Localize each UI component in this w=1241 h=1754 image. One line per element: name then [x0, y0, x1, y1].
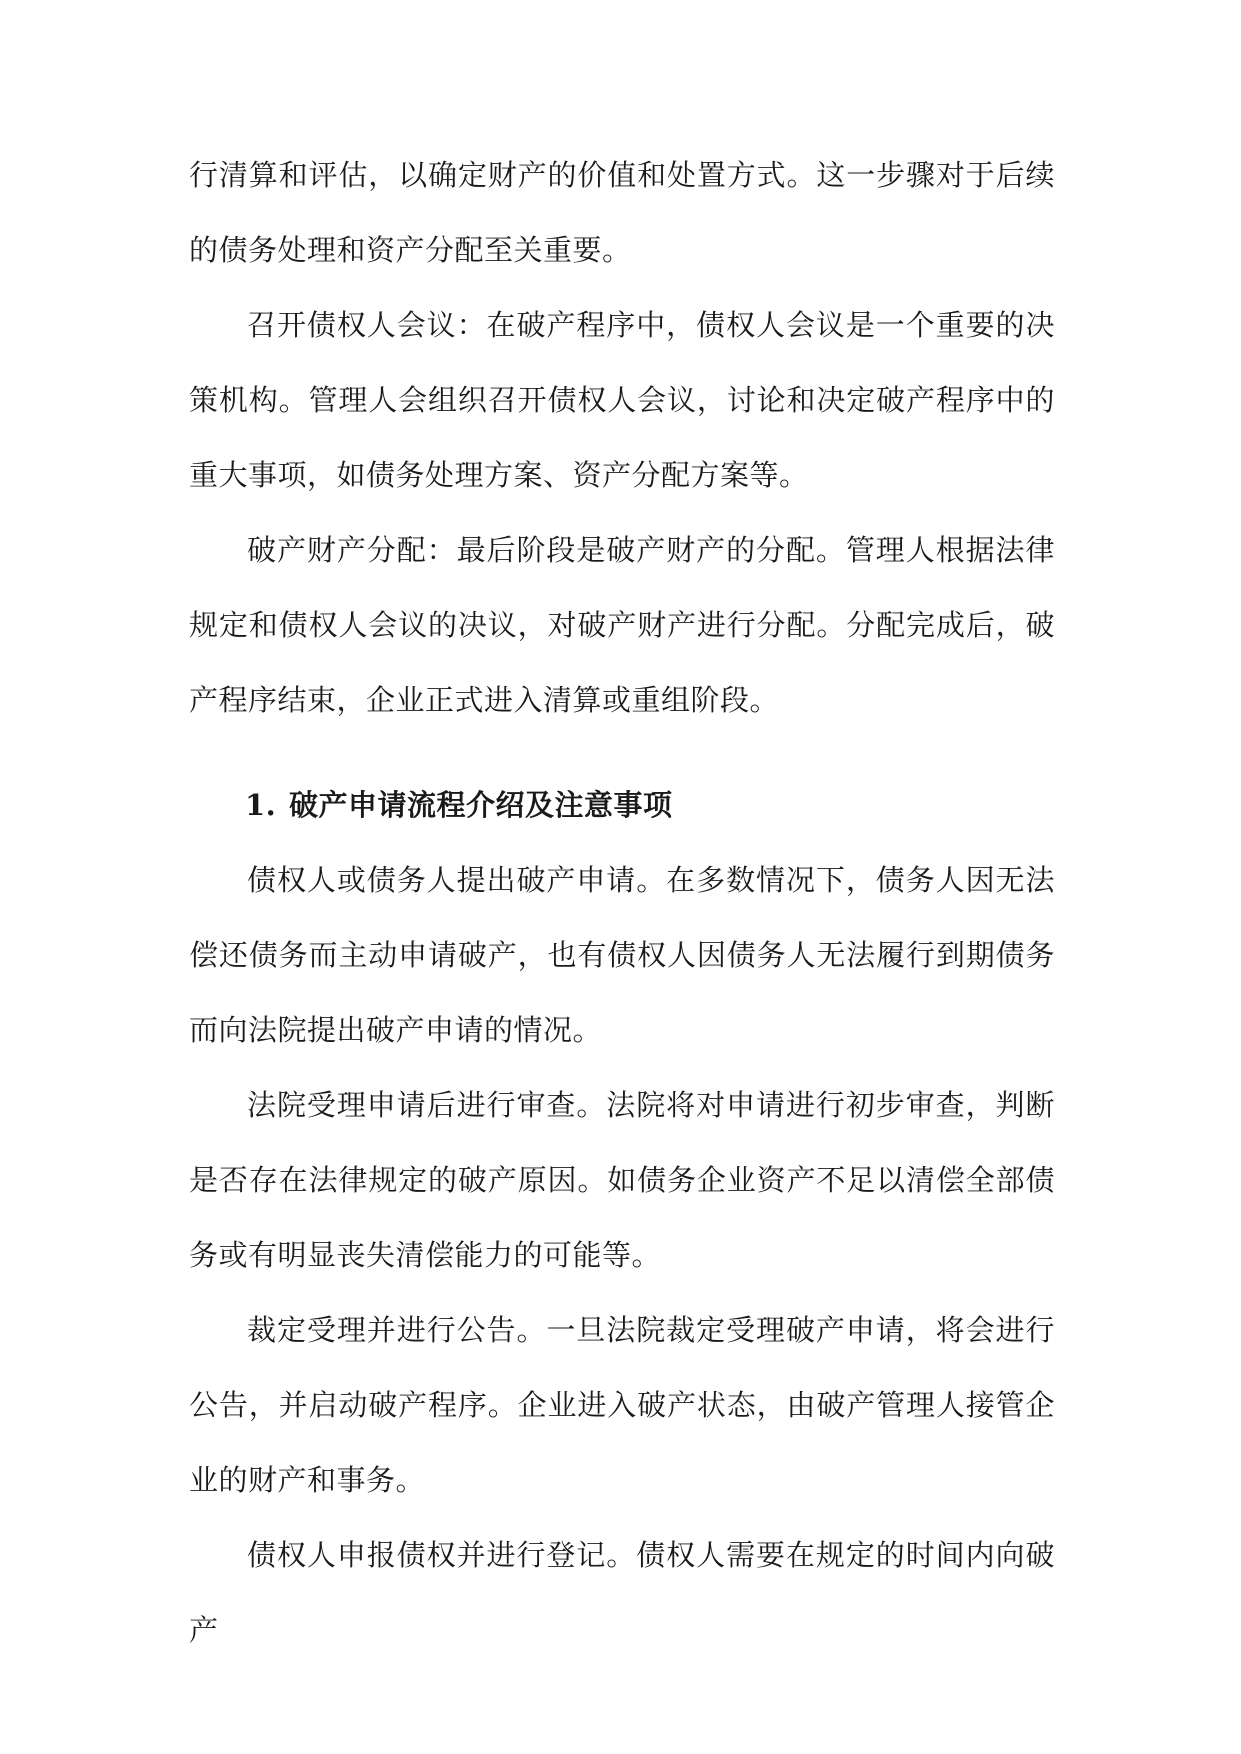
paragraph: 召开债权人会议：在破产程序中，债权人会议是一个重要的决策机构。管理人会组织召开债权人会议，讨论和决定破产程序中的重大事项，如债务处理方案、资产分配方案等。 — [189, 308, 1055, 492]
paragraph: 法院受理申请后进行审查。法院将对申请进行初步审查，判断是否存在法律规定的破产原因。如债务企业资产不足以清偿全部债务或有明显丧失清偿能力的可能等。 — [189, 1088, 1055, 1272]
document-page — [189, 138, 1055, 1668]
paragraph: 债权人申报债权并进行登记。债权人需要在规定的时间内向破产 — [189, 1538, 1055, 1647]
section-number: 1. — [245, 788, 277, 822]
paragraph: 破产财产分配：最后阶段是破产财产的分配。管理人根据法律规定和债权人会议的决议，对破产财产进行分配。分配完成后，破产程序结束，企业正式进入清算或重组阶段。 — [189, 533, 1055, 717]
section-heading — [189, 768, 1055, 843]
paragraph: 行清算和评估，以确定财产的价值和处置方式。这一步骤对于后续的债务处理和资产分配至关重要。 — [189, 158, 1055, 267]
paragraph: 债权人或债务人提出破产申请。在多数情况下，债务人因无法偿还债务而主动申请破产，也有债权人因债务人无法履行到期债务而向法院提出破产申请的情况。 — [189, 863, 1055, 1047]
paragraph: 裁定受理并进行公告。一旦法院裁定受理破产申请，将会进行公告，并启动破产程序。企业进入破产状态，由破产管理人接管企业的财产和事务。 — [189, 1313, 1055, 1497]
section-title: 破产申请流程介绍及注意事项 — [289, 788, 673, 822]
